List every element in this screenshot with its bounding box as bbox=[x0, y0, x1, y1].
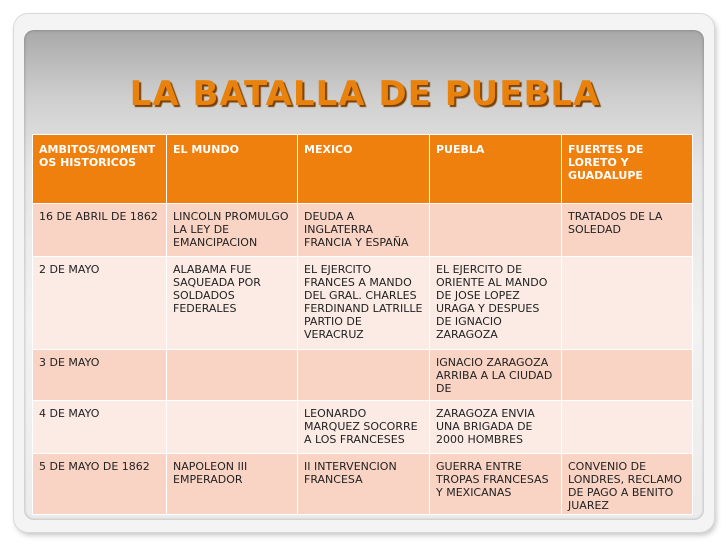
table-header-row bbox=[33, 135, 693, 204]
header-fuertes: FUERTES DE LORETO Y GUADALUPE bbox=[562, 135, 693, 204]
page-title: LA BATALLA DE PUEBLA bbox=[129, 74, 601, 114]
table-cell bbox=[167, 350, 298, 401]
header-mexico: MEXICO bbox=[298, 135, 430, 204]
table-cell bbox=[562, 257, 693, 350]
table-cell bbox=[430, 204, 562, 257]
table-row bbox=[33, 257, 693, 350]
table-row bbox=[33, 454, 693, 515]
table-cell: 3 DE MAYO bbox=[33, 350, 167, 401]
table-cell: TRATADOS DE LA SOLEDAD bbox=[562, 204, 693, 257]
table-cell: 5 DE MAYO DE 1862 bbox=[33, 454, 167, 515]
table-cell: ALABAMA FUE SAQUEADA POR SOLDADOS FEDERALES bbox=[167, 257, 298, 350]
table-cell: 2 DE MAYO bbox=[33, 257, 167, 350]
table-cell: ZARAGOZA ENVIA UNA BRIGADA DE 2000 HOMBRES bbox=[430, 401, 562, 454]
table-row bbox=[33, 401, 693, 454]
table-cell: LEONARDO MARQUEZ SOCORRE A LOS FRANCESES bbox=[298, 401, 430, 454]
table-cell: IGNACIO ZARAGOZA ARRIBA A LA CIUDAD DE bbox=[430, 350, 562, 401]
table-cell: EL EJERCITO DE ORIENTE AL MANDO DE JOSE LOPEZ URAGA Y DESPUES DE IGNACIO ZARAGOZA bbox=[430, 257, 562, 350]
table-cell: II INTERVENCION FRANCESA bbox=[298, 454, 430, 515]
table-cell: DEUDA A INGLATERRA FRANCIA Y ESPAÑA bbox=[298, 204, 430, 257]
table-cell: LINCOLN PROMULGO LA LEY DE EMANCIPACION bbox=[167, 204, 298, 257]
header-puebla: PUEBLA bbox=[430, 135, 562, 204]
table-cell bbox=[562, 350, 693, 401]
header-ambitos: AMBITOS/MOMENTOS HISTORICOS bbox=[33, 135, 167, 204]
table-row bbox=[33, 350, 693, 401]
history-table bbox=[32, 134, 693, 515]
table-cell: GUERRA ENTRE TROPAS FRANCESAS Y MEXICANAS bbox=[430, 454, 562, 515]
table-cell bbox=[562, 401, 693, 454]
table-cell: CONVENIO DE LONDRES, RECLAMO DE PAGO A BENITO JUAREZ bbox=[562, 454, 693, 515]
table-cell: NAPOLEON III EMPERADOR bbox=[167, 454, 298, 515]
table-cell: EL EJERCITO FRANCES A MANDO DEL GRAL. CHARLES FERDINAND LATRILLE PARTIO DE VERACRUZ bbox=[298, 257, 430, 350]
table-row bbox=[33, 204, 693, 257]
table-cell bbox=[298, 350, 430, 401]
table-cell: 16 DE ABRIL DE 1862 bbox=[33, 204, 167, 257]
table-cell: 4 DE MAYO bbox=[33, 401, 167, 454]
table-cell bbox=[167, 401, 298, 454]
header-el-mundo: EL MUNDO bbox=[167, 135, 298, 204]
